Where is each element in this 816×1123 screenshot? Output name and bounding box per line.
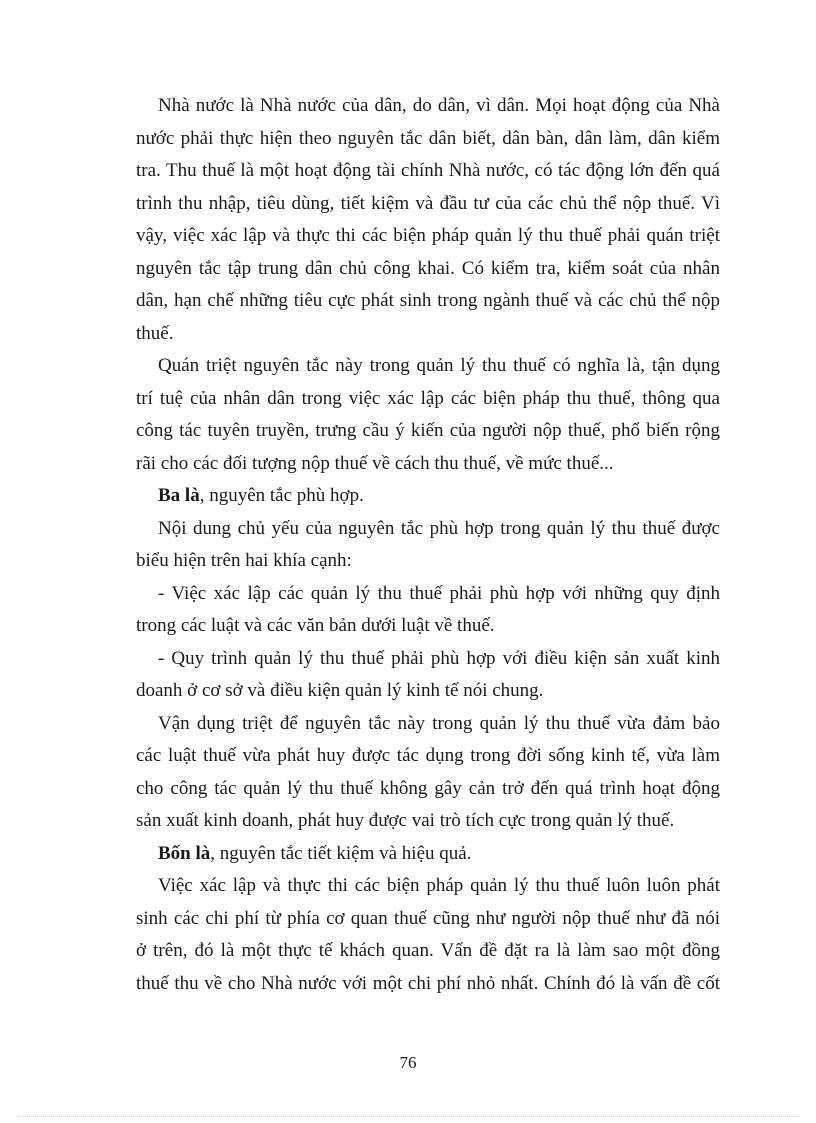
text-line <box>136 643 720 676</box>
text-line <box>136 415 720 448</box>
text-line <box>136 935 720 968</box>
text-line <box>136 318 720 351</box>
line-text: nước phải thực hiện theo nguyên tắc dân biết, dân bàn, dân làm, dân kiểm <box>136 127 720 149</box>
text-line <box>136 220 720 253</box>
line-text: biểu hiện trên hai khía cạnh: <box>136 550 352 571</box>
line-text: cho công tác quản lý thu thuế không gây cản trở đến quá trình hoạt động <box>136 777 720 799</box>
text-line <box>136 155 720 188</box>
text-line <box>136 968 720 1001</box>
line-text: công tác tuyên truyền, trưng cầu ý kiến của người nộp thuế, phổ biến rộng <box>136 420 720 441</box>
line-text: rãi cho các đối tượng nộp thuế về cách thu thuế, về mức thuế... <box>136 452 614 474</box>
line-text: sản xuất kinh doanh, phát huy được vai trò tích cực trong quản lý thuế. <box>136 810 675 831</box>
line-text: tra. Thu thuế là một hoạt động tài chính Nhà nước, có tác động lớn đến quá <box>136 160 720 181</box>
line-text: trình thu nhập, tiêu dùng, tiết kiệm và đầu tư của các chủ thể nộp thuế. Vì <box>136 192 720 214</box>
text-line <box>136 578 720 611</box>
line-text: sinh các chi phí từ phía cơ quan thuế cũng như người nộp thuế như đã nói <box>136 907 720 929</box>
line-text: Việc xác lập và thực thi các biện pháp quản lý thu thuế luôn luôn phát <box>158 875 720 896</box>
text-line <box>136 545 720 578</box>
line-text: - Quy trình quản lý thu thuế phải phù hợp với điều kiện sản xuất kinh <box>158 647 720 669</box>
text-line <box>136 90 720 123</box>
text-line <box>136 675 720 708</box>
text-line <box>136 383 720 416</box>
page-number: 76 <box>399 1053 417 1072</box>
line-text: nguyên tắc tập trung dân chủ công khai. Có kiểm tra, kiểm soát của nhân <box>136 257 720 279</box>
line-text: Quán triệt nguyên tắc này trong quản lý thu thuế có nghĩa là, tận dụng <box>158 355 720 376</box>
line-text: thuế thu về cho Nhà nước với một chi phí nhỏ nhất. Chính đó là vấn đề cốt <box>136 972 720 994</box>
text-line <box>136 480 720 513</box>
text-line <box>136 805 720 838</box>
text-line <box>136 350 720 383</box>
line-text: , nguyên tắc tiết kiệm và hiệu quả. <box>210 842 472 864</box>
line-text: ở trên, đó là một thực tế khách quan. Vấn đề đặt ra là làm sao một đồng <box>136 940 720 961</box>
line-text: thuế. <box>136 322 174 344</box>
text-line <box>136 123 720 156</box>
line-text: Nhà nước là Nhà nước của dân, do dân, vì dân. Mọi hoạt động của Nhà <box>158 95 720 116</box>
text-line <box>136 773 720 806</box>
line-text: trí tuệ của nhân dân trong việc xác lập các biện pháp thu thuế, thông qua <box>136 387 720 409</box>
line-text: doanh ở cơ sở và điều kiện quản lý kinh tế nói chung. <box>136 680 544 701</box>
body-text <box>136 90 720 1000</box>
text-line <box>136 838 720 871</box>
text-line <box>136 513 720 546</box>
text-line <box>136 285 720 318</box>
text-line <box>136 903 720 936</box>
page-bottom-divider <box>18 1116 798 1117</box>
line-text: vậy, việc xác lập và thực thi các biện pháp quản lý thu thuế phải quán triệt <box>136 225 720 246</box>
section-lead: Bốn là <box>158 842 211 864</box>
line-text: , nguyên tắc phù hợp. <box>199 485 364 506</box>
text-line <box>136 870 720 903</box>
text-line <box>136 253 720 286</box>
text-line <box>136 740 720 773</box>
line-text: trong các luật và các văn bản dưới luật về thuế. <box>136 615 495 636</box>
line-text: Nội dung chủ yếu của nguyên tắc phù hợp trong quản lý thu thuế được <box>158 517 720 539</box>
line-text: dân, hạn chế những tiêu cực phát sinh trong ngành thuế và các chủ thể nộp <box>136 290 720 311</box>
line-text: các luật thuế vừa phát huy được tác dụng trong đời sống kinh tế, vừa làm <box>136 745 720 766</box>
text-line <box>136 610 720 643</box>
section-lead: Ba là <box>158 485 200 506</box>
text-line <box>136 448 720 481</box>
line-text: Vận dụng triệt để nguyên tắc này trong quản lý thu thuế vừa đảm bảo <box>158 712 720 734</box>
text-line <box>136 188 720 221</box>
text-line <box>136 708 720 741</box>
line-text: - Việc xác lập các quản lý thu thuế phải phù hợp với những quy định <box>158 582 720 604</box>
